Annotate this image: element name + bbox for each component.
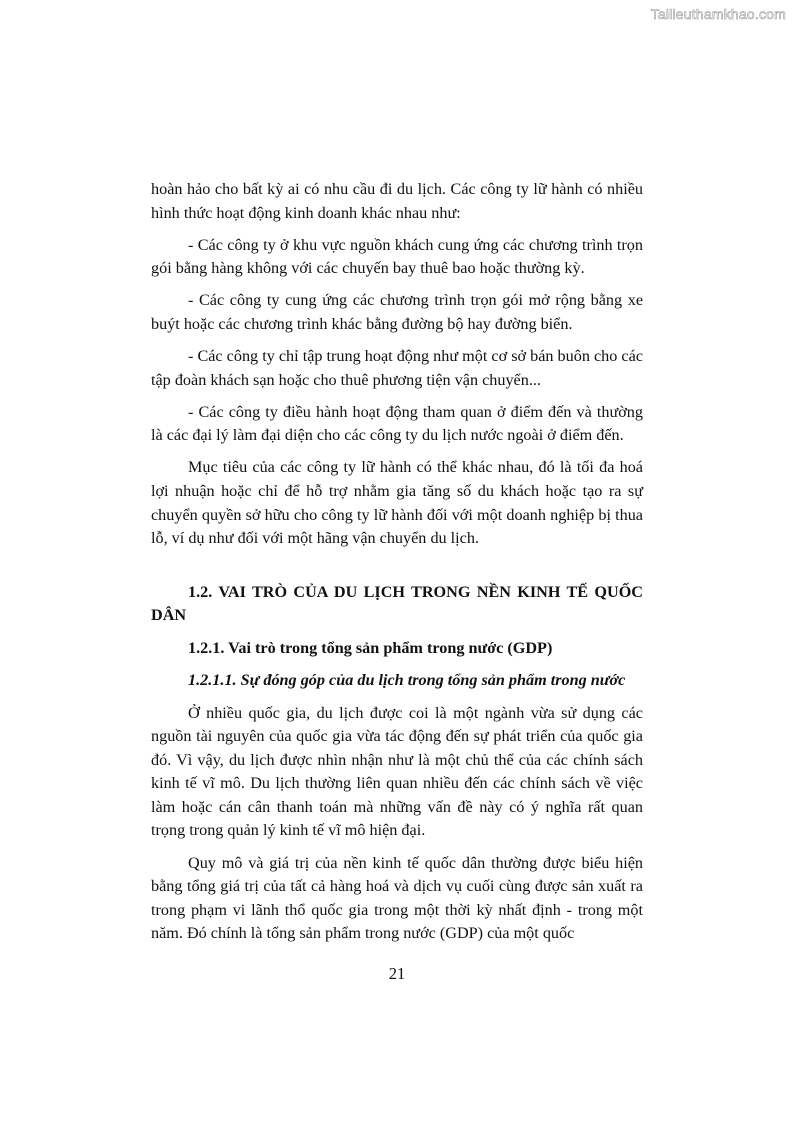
list-item: - Các công ty chỉ tập trung hoạt động như một cơ sở bán buôn cho các tập đoàn khách sạn hoặc cho thuê phương tiện vận chuyển...: [151, 347, 643, 389]
page-number: 21: [388, 964, 406, 983]
paragraph-objectives: Mục tiêu của các công ty lữ hành có thể khác nhau, đó là tối đa hoá lợi nhuận hoặc chỉ để hỗ trợ nhằm gia tăng số du khách hoặc tạo ra sự chuyển quyền sở hữu cho công ty lữ hành đối với một doanh nghiệp bị thua lỗ, ví dụ như đối với một hãng vận chuyển du lịch.: [151, 458, 643, 548]
watermark-text: Tailieuthamkhao.com: [650, 6, 786, 22]
list-item: - Các công ty ở khu vực nguồn khách cung ứng các chương trình trọn gói bằng hàng không với các chuyến bay thuê bao hoặc thường kỳ.: [151, 235, 643, 278]
body-paragraph: Ở nhiều quốc gia, du lịch được coi là một ngành vừa sử dụng các nguồn tài nguyên của quốc gia vừa tác động đến sự phát triển của quốc gia đó. Vì vậy, du lịch được nhìn nhận như là một chủ thể của các chính sách kinh tế vĩ mô. Du lịch thường liên quan nhiều đến các chính sách về việc làm hoặc cán cân thanh toán mà những vấn đề này có ý nghĩa rất quan trọng trong quản lý kinh tế vĩ mô hiện đại.: [151, 703, 643, 840]
list-item: - Các công ty điều hành hoạt động tham quan ở điểm đến và thường là các đại lý làm đại diện cho các công ty du lịch nước ngoài ở điểm đến.: [151, 402, 643, 445]
paragraph-continuation: hoàn hảo cho bất kỳ ai có nhu cầu đi du lịch. Các công ty lữ hành có nhiều hình thức hoạt động kinh doanh khác nhau như:: [151, 180, 643, 222]
subsection-heading: 1.2.1. Vai trò trong tổng sản phẩm trong nước (GDP): [188, 638, 553, 657]
section-heading: 1.2. VAI TRÒ CỦA DU LỊCH TRONG NỀN KINH TẾ QUỐC DÂN: [151, 582, 643, 624]
body-paragraph: Quy mô và giá trị của nền kinh tế quốc dân thường được biểu hiện bằng tổng giá trị của tất cả hàng hoá và dịch vụ cuối cùng được sản xuất ra trong phạm vi lãnh thổ quốc gia trong một thời kỳ nhất định - trong một năm. Đó chính là tổng sản phẩm trong nước (GDP) của một quốc: [151, 853, 643, 943]
page-content: [151, 178, 643, 946]
list-item: - Các công ty cung ứng các chương trình trọn gói mở rộng bằng xe buýt hoặc các chương trình khác bằng đường bộ hay đường biển.: [151, 291, 643, 333]
subsubsection-heading: 1.2.1.1. Sự đóng góp của du lịch trong tổng sản phẩm trong nước: [188, 671, 626, 690]
